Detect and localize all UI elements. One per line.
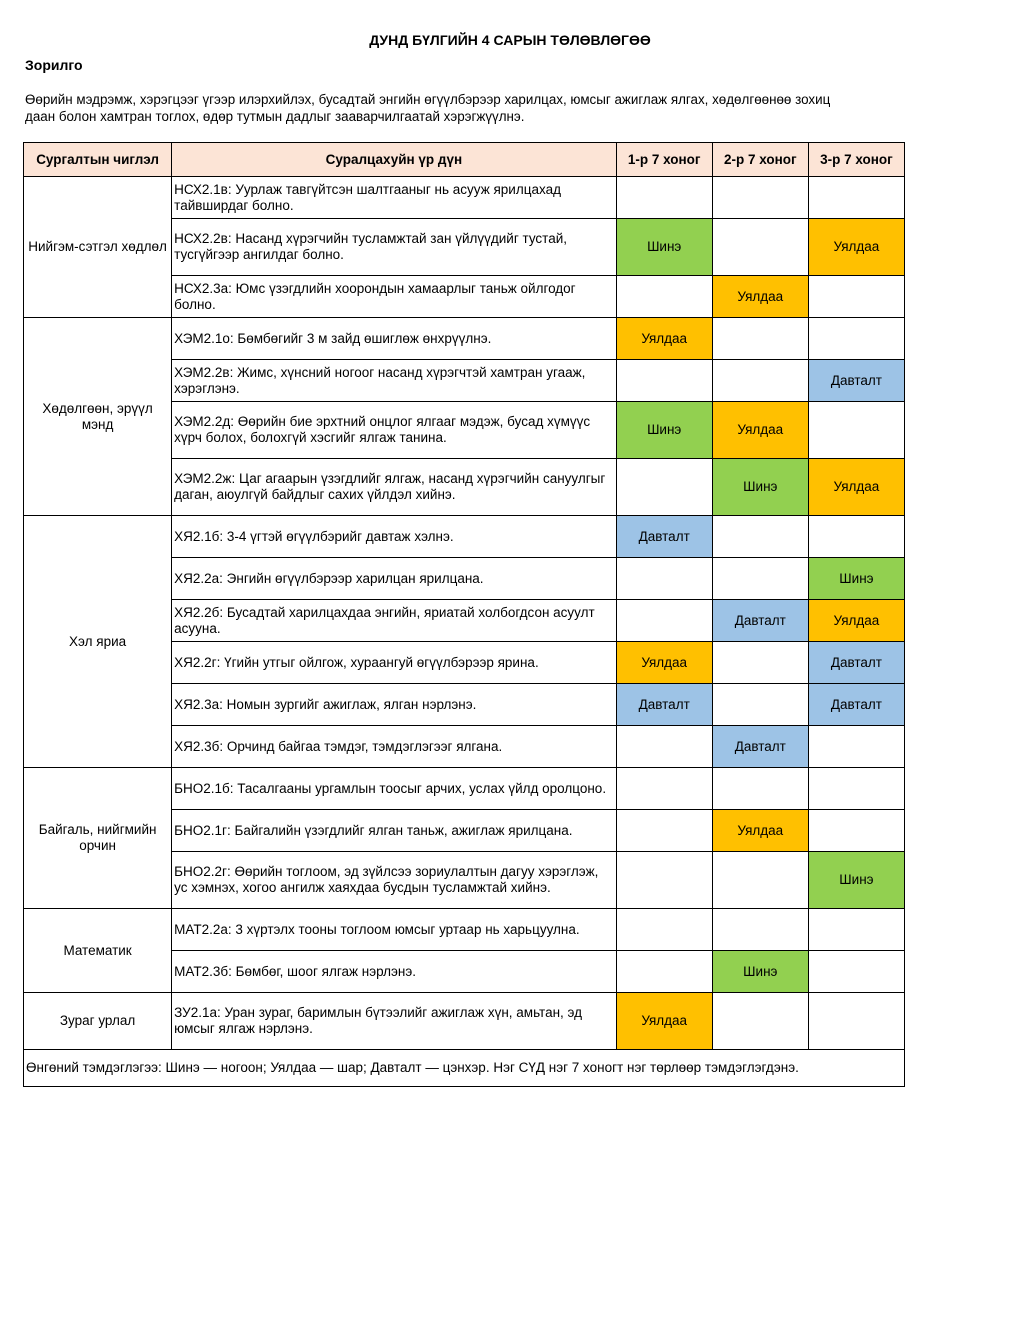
week-3-cell [808, 951, 904, 993]
week-1-cell [616, 909, 712, 951]
week-2-cell: Шинэ [712, 951, 808, 993]
outcome-cell: ХЯ2.3а: Номын зургийг ажиглаж, ялган нэрлэнэ. [172, 684, 617, 726]
outcome-cell: ХЯ2.2а: Энгийн өгүүлбэрээр харилцан ярилцана. [172, 558, 617, 600]
week-1-cell [616, 768, 712, 810]
header-week-2: 2-р 7 хоног [712, 143, 808, 177]
week-1-cell: Уялдаа [616, 318, 712, 360]
week-2-cell [712, 558, 808, 600]
outcome-cell: НСХ2.1в: Уурлаж тавгүйтсэн шалтгааныг нь асууж ярилцахад тайвширдаг болно. [172, 177, 617, 219]
outcome-cell: ЗУ2.1а: Уран зураг, баримлын бүтээлийг ажиглаж хүн, амьтан, эд юмсыг ялгаж нэрлэнэ. [172, 993, 617, 1050]
legend-note: Өнгөний тэмдэглэгээ: Шинэ — ногоон; Уялдаа — шар; Давталт — цэнхэр. Нэг СҮД нэг 7 хоногт нэг төрлөөр тэмдэглэгдэнэ. [24, 1050, 905, 1087]
table-row [24, 516, 905, 558]
header-week-1: 1-р 7 хоног [616, 143, 712, 177]
outcome-cell: БНО2.1г: Байгалийн үзэгдлийг ялган таньж, ажиглаж ярилцана. [172, 810, 617, 852]
plan-table [23, 142, 905, 1087]
week-2-cell [712, 360, 808, 402]
week-2-cell [712, 684, 808, 726]
outcome-cell: ХЭМ2.1о: Бөмбөгийг 3 м зайд өшиглөж өнхрүүлнэ. [172, 318, 617, 360]
area-cell: Математик [24, 909, 172, 993]
week-2-cell [712, 318, 808, 360]
week-3-cell: Давталт [808, 642, 904, 684]
week-2-cell [712, 909, 808, 951]
week-2-cell [712, 852, 808, 909]
area-cell: Зураг урлал [24, 993, 172, 1050]
week-2-cell: Давталт [712, 726, 808, 768]
week-3-cell: Давталт [808, 360, 904, 402]
area-cell: Байгаль, нийгмийн орчин [24, 768, 172, 909]
outcome-cell: НСХ2.3а: Юмс үзэгдлийн хоорондын хамаарлыг таньж ойлгодог болно. [172, 276, 617, 318]
week-3-cell: Давталт [808, 684, 904, 726]
outcome-cell: ХЭМ2.2ж: Цаг агаарын үзэгдлийг ялгаж, насанд хүрэгчийн сануулгыг даган, аюулгүй байдлыг сахих үйлдэл хийнэ. [172, 459, 617, 516]
week-3-cell [808, 993, 904, 1050]
week-3-cell [808, 810, 904, 852]
outcome-cell: БНО2.1б: Тасалгааны ургамлын тоосыг арчих, услах үйлд оролцоно. [172, 768, 617, 810]
week-3-cell [808, 177, 904, 219]
outcome-cell: МАТ2.3б: Бөмбөг, шоог ялгаж нэрлэнэ. [172, 951, 617, 993]
outcome-cell: ХЭМ2.2д: Өөрийн бие эрхтний онцлог ялгааг мэдэж, бусад хүмүүс хүрч болох, болохгүй хэсгийг ялгаж танина. [172, 402, 617, 459]
week-1-cell [616, 600, 712, 642]
area-cell: Хөдөлгөөн, эрүүл мэнд [24, 318, 172, 516]
legend-row [24, 1050, 905, 1087]
week-3-cell: Уялдаа [808, 600, 904, 642]
outcome-cell: ХЭМ2.2в: Жимс, хүнсний ногоог насанд хүрэгчтэй хамтран угааж, хэрэглэнэ. [172, 360, 617, 402]
week-3-cell [808, 516, 904, 558]
week-1-cell [616, 276, 712, 318]
week-3-cell: Шинэ [808, 852, 904, 909]
goal-label: Зорилго [25, 57, 83, 73]
week-3-cell [808, 909, 904, 951]
outcome-cell: БНО2.2г: Өөрийн тоглоом, эд зүйлсээ зориулалтын дагуу хэрэглэж, ус хэмнэх, хогоо ангилж хаяхдаа бусдын тусламжтай хийнэ. [172, 852, 617, 909]
plan-body [24, 177, 905, 1050]
week-2-cell: Давталт [712, 600, 808, 642]
week-1-cell [616, 558, 712, 600]
table-row [24, 318, 905, 360]
week-3-cell [808, 726, 904, 768]
week-1-cell: Давталт [616, 516, 712, 558]
table-row [24, 177, 905, 219]
week-2-cell [712, 993, 808, 1050]
week-1-cell [616, 459, 712, 516]
week-2-cell [712, 219, 808, 276]
area-cell: Хэл яриа [24, 516, 172, 768]
page-title: ДУНД БҮЛГИЙН 4 САРЫН ТӨЛӨВЛӨГӨӨ [369, 32, 651, 48]
outcome-cell: МАТ2.2а: 3 хүртэлх тооны тоглоом юмсыг уртаар нь харьцуулна. [172, 909, 617, 951]
week-1-cell: Уялдаа [616, 993, 712, 1050]
goal-text [25, 91, 905, 125]
week-3-cell: Уялдаа [808, 459, 904, 516]
week-3-cell [808, 276, 904, 318]
header-week-3: 3-р 7 хоног [808, 143, 904, 177]
table-row [24, 909, 905, 951]
outcome-cell: НСХ2.2в: Насанд хүрэгчийн тусламжтай зан үйлүүдийг тустай, тусгүйгээр ангилдаг болно. [172, 219, 617, 276]
header-area: Сургалтын чиглэл [24, 143, 172, 177]
header-outcome: Суралцахуйн үр дүн [172, 143, 617, 177]
week-1-cell [616, 177, 712, 219]
area-cell: Нийгэм-сэтгэл хөдлөл [24, 177, 172, 318]
week-1-cell [616, 726, 712, 768]
week-2-cell [712, 642, 808, 684]
week-1-cell: Шинэ [616, 402, 712, 459]
week-3-cell: Уялдаа [808, 219, 904, 276]
week-1-cell: Уялдаа [616, 642, 712, 684]
outcome-cell: ХЯ2.3б: Орчинд байгаа тэмдэг, тэмдэглэгээг ялгана. [172, 726, 617, 768]
week-3-cell [808, 402, 904, 459]
week-2-cell: Шинэ [712, 459, 808, 516]
week-2-cell: Уялдаа [712, 276, 808, 318]
week-3-cell [808, 768, 904, 810]
week-1-cell: Давталт [616, 684, 712, 726]
table-row [24, 993, 905, 1050]
week-2-cell [712, 768, 808, 810]
week-1-cell [616, 360, 712, 402]
outcome-cell: ХЯ2.2г: Үгийн утгыг ойлгож, хураангуй өгүүлбэрээр ярина. [172, 642, 617, 684]
header-row [24, 143, 905, 177]
outcome-cell: ХЯ2.2б: Бусадтай харилцахдаа энгийн, яриатай холбогдсон асуулт асууна. [172, 600, 617, 642]
week-2-cell: Уялдаа [712, 402, 808, 459]
week-1-cell: Шинэ [616, 219, 712, 276]
week-2-cell [712, 177, 808, 219]
goal-line-1: Өөрийн мэдрэмж, хэрэгцээг үгээр илэрхийлэх, бусадтай энгийн өгүүлбэрээр харилцах, юмсыг ажиглаж ялгах, хөдөлгөөнөө зохиц [25, 92, 831, 107]
week-2-cell: Уялдаа [712, 810, 808, 852]
table-row [24, 768, 905, 810]
week-1-cell [616, 810, 712, 852]
goal-line-2: даан болон хамтран тоглох, өдөр тутмын дадлыг зааварчилгаатай хэрэгжүүлнэ. [25, 109, 525, 124]
outcome-cell: ХЯ2.1б: 3-4 үгтэй өгүүлбэрийг давтаж хэлнэ. [172, 516, 617, 558]
week-1-cell [616, 852, 712, 909]
week-3-cell [808, 318, 904, 360]
week-3-cell: Шинэ [808, 558, 904, 600]
week-2-cell [712, 516, 808, 558]
week-1-cell [616, 951, 712, 993]
